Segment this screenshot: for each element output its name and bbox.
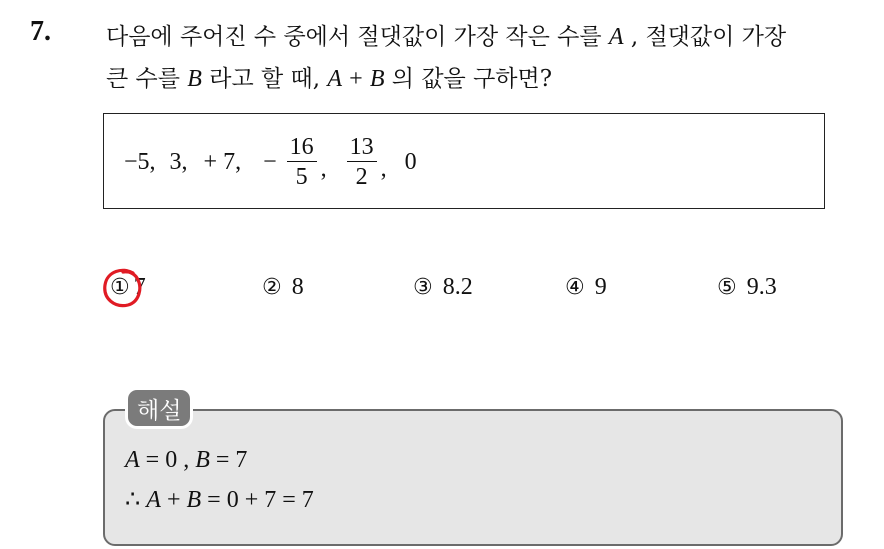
question-text-part: 다음에 주어진 수 중에서 절댓값이 가장 작은 수를 [106,24,602,50]
fraction-numerator: 16 [287,135,317,162]
fraction [287,135,317,189]
question-text-part: , 절댓값이 가장 [630,24,787,50]
choice-marker: ① [110,275,130,300]
question-text-line-2 [106,60,552,93]
number-list [124,114,431,210]
answer-choices [0,274,884,308]
fraction-denominator: 5 [295,164,308,190]
number-set-box [103,113,825,209]
solution-box [103,409,843,546]
choice-value: 9.3 [746,274,777,300]
fraction-denominator: 2 [355,164,368,190]
choice-value: 7 [133,274,146,300]
expression-a-plus-b: A + B [327,66,385,92]
question-text-part: 큰 수를 [106,66,180,92]
choice-marker: ② [262,275,282,300]
variable-b: B [187,66,202,92]
fraction-sign: − [263,148,277,175]
question-text-line-1 [106,18,786,51]
choice-marker: ④ [565,275,585,300]
number-item: 0 [404,148,417,175]
question-text-part: 라고 할 때, [209,66,321,92]
choice-3[interactable] [413,274,473,301]
number-item-fraction [263,135,327,189]
number-item-fraction [345,135,387,189]
solution-label: 해설 [128,390,190,426]
number-item: 3, [169,148,188,175]
choice-2[interactable] [262,274,304,301]
choice-value: 9 [594,274,607,300]
choice-value: 8.2 [442,274,473,300]
choice-1[interactable] [110,274,146,301]
variable-a: A [608,24,624,50]
choice-marker: ⑤ [717,275,737,300]
question-text-part: 의 값을 구하면? [391,66,553,92]
choice-marker: ③ [413,275,433,300]
separator-comma: , [320,155,327,182]
solution-line-2: ∴ A + B = 0 + 7 = 7 [125,487,314,513]
choice-value: 8 [291,274,304,300]
number-item: + 7, [203,148,242,175]
fraction-numerator: 13 [347,135,377,162]
choice-5[interactable] [717,274,777,301]
choice-4[interactable] [565,274,607,301]
number-item: −5, [124,148,156,175]
question-number: 7. [30,16,51,47]
solution-line-1: A = 0 , B = 7 [125,447,248,473]
fraction [347,135,377,189]
separator-comma: , [380,155,387,182]
